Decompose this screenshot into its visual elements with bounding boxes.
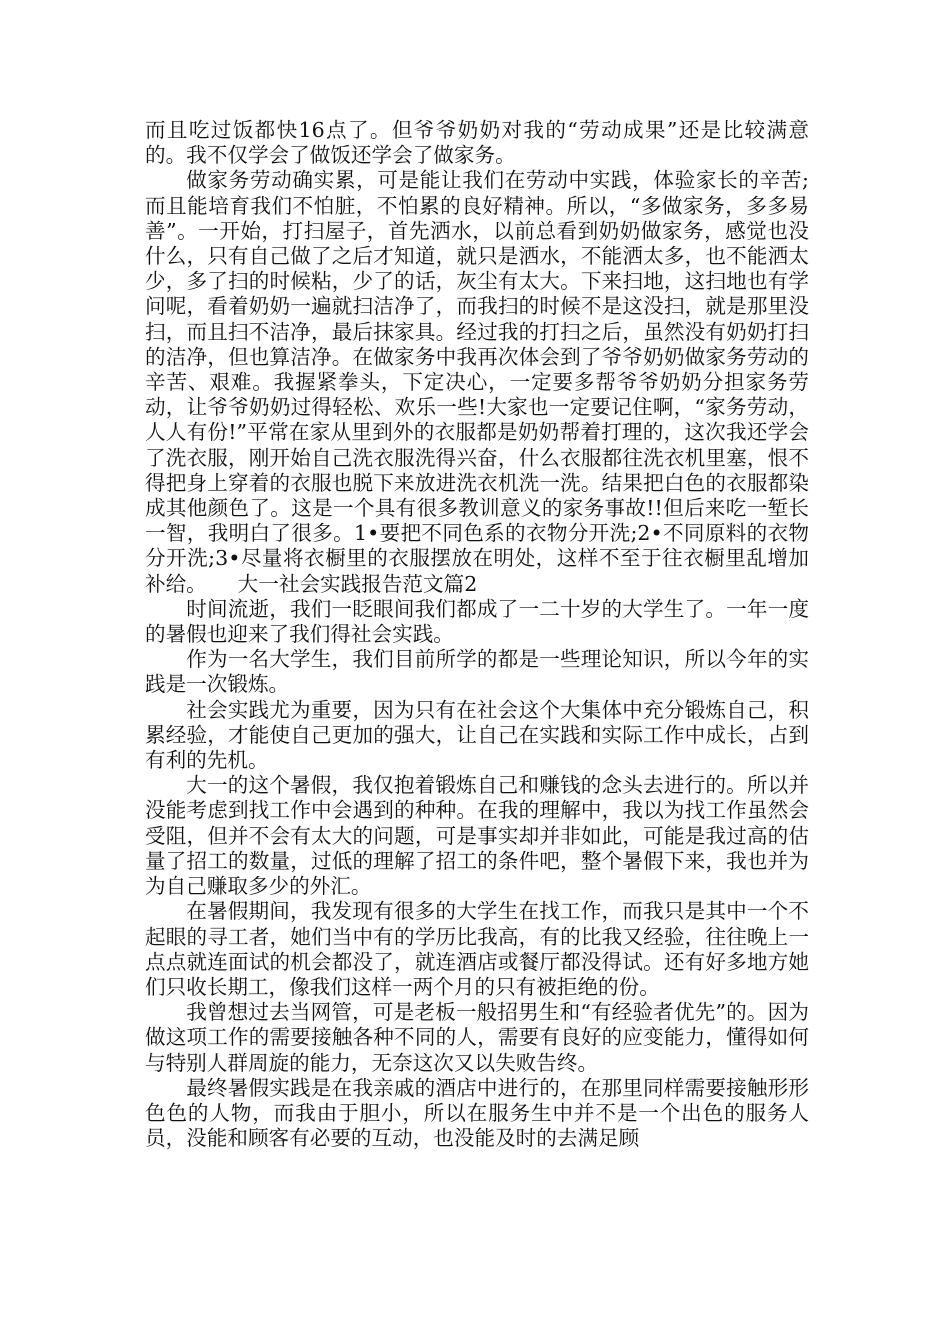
- paragraph-1: 而且吃过饭都快16点了。但爷爷奶奶对我的“劳动成果”还是比较满意的。我不仅学会了做饭还学会了做家务。: [145, 118, 809, 168]
- paragraph-6: 大一的这个暑假，我仅抱着锻炼自己和赚钱的念头去进行的。所以并没能考虑到找工作中会遇到的种种。在我的理解中，我以为找工作虽然会受阻，但并不会有太大的问题，可是事实却并非如此，可能是我过高的估量了招工的数量，过低的理解了招工的条件吧，整个暑假下来，我也并为为自己赚取多少的外汇。: [145, 773, 809, 899]
- document-body: [145, 118, 809, 1151]
- paragraph-5: 社会实践尤为重要，因为只有在社会这个大集体中充分锻炼自己，积累经验，才能使自己更加的强大，让自己在实践和实际工作中成长，占到有利的先机。: [145, 697, 809, 773]
- paragraph-3: 时间流逝，我们一眨眼间我们都成了一二十岁的大学生了。一年一度的暑假也迎来了我们得社会实践。: [145, 596, 809, 647]
- paragraph-7: 在暑假期间，我发现有很多的大学生在找工作，而我只是其中一个不起眼的寻工者，她们当中有的学历比我高，有的比我又经验，往往晚上一点点就连面试的机会都没了，就连酒店或餐厅都没得试。还有好多地方她们只收长期工，像我们这样一两个月的只有被拒绝的份。: [145, 899, 809, 999]
- paragraph-4: 作为一名大学生，我们目前所学的都是一些理论知识，所以今年的实践是一次锻炼。: [145, 647, 809, 697]
- paragraph-8: 我曾想过去当网管，可是老板一般招男生和“有经验者优先”的。因为做这项工作的需要接触各种不同的人，需要有良好的应变能力，懂得如何与特别人群周旋的能力，无奈这次又以失败告终。: [145, 1000, 809, 1075]
- paragraph-9: 最终暑假实践是在我亲戚的酒店中进行的，在那里同样需要接触形形色色的人物，而我由于胆小，所以在服务生中并不是一个出色的服务人员，没能和顾客有必要的互动，也没能及时的去满足顾: [145, 1075, 809, 1151]
- paragraph-2: 做家务劳动确实累，可是能让我们在劳动中实践，体验家长的辛苦;而且能培育我们不怕脏，不怕累的良好精神。所以，“多做家务，多多易善”。一开始，打扫屋子，首先洒水，以前总看到奶奶做家务，感觉也没什么，只有自己做了之后才知道，就只是洒水，不能洒太多，也不能洒太少，多了扫的时候粘，少了的话，灰尘有太大。下来扫地，这扫地也有学问呢，看着奶奶一遍就扫洁净了，而我扫的时候不是这没扫，就是那里没扫，而且扫不洁净，最后抹家具。经过我的打扫之后，虽然没有奶奶打扫的洁净，但也算洁净。在做家务中我再次体会到了爷爷奶奶做家务劳动的辛苦、艰难。我握紧拳头，下定决心，一定要多帮爷爷奶奶分担家务劳动，让爷爷奶奶过得轻松、欢乐一些!大家也一定要记住啊，“家务劳动，人人有份!”平常在家从里到外的衣服都是奶奶帮着打理的，这次我还学会了洗衣服，刚开始自己洗衣服洗得兴奋，什么衣服都往洗衣机里塞，恨不得把身上穿着的衣服也脱下来放进洗衣机洗一洗。结果把白色的衣服都染成其他颜色了。这是一个具有很多教训意义的家务事故!!但后来吃一堑长一智，我明白了很多。1•要把不同色系的衣物分开洗;2•不同原料的衣物分开洗;3•尽量将衣橱里的衣服摆放在明处，这样不至于往衣橱里乱增加补给。 大一社会实践报告范文篇2: [145, 168, 809, 596]
